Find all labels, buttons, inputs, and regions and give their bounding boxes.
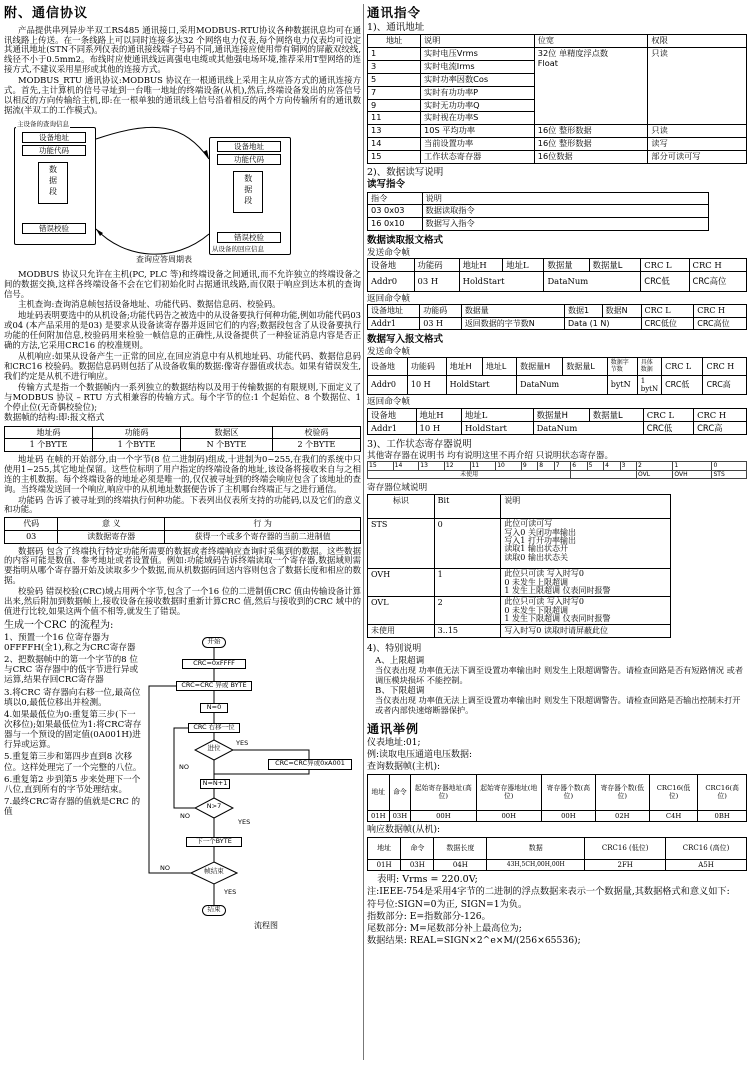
- rr-r-5: CRC高位: [694, 317, 747, 330]
- frame-v-addr: 1 个BYTE: [5, 439, 93, 452]
- write-label: 数据写入报文格式: [367, 334, 444, 346]
- q-h-7: CRC16(高位): [698, 774, 747, 810]
- flow-carry-no: NO: [179, 762, 189, 771]
- rr-h-3: 数据1: [565, 305, 603, 318]
- frame-h-crc: 校验码: [272, 426, 360, 439]
- rs-h-6: CRC L: [641, 258, 689, 271]
- frame-structure-label: 数据帧的结构:即:报文格式: [4, 413, 105, 424]
- rw-title: 2)、数据读写说明: [367, 166, 444, 178]
- bd-r2-1: 2: [434, 597, 501, 625]
- bit-number: 11: [470, 462, 496, 470]
- commands-title: 通讯指令: [367, 5, 422, 20]
- rs-h-5: 数据量L: [589, 258, 641, 271]
- flow-carry-yes: YES: [236, 738, 249, 747]
- frame-h-addr: 地址码: [5, 426, 93, 439]
- flow-next-byte: 下一个BYTE: [186, 837, 242, 847]
- flow-caption: 流程图: [254, 920, 278, 930]
- bit-number: 6: [571, 462, 587, 470]
- read-send-label: 发送命令帧: [367, 247, 410, 258]
- addr-r3-a: 7: [368, 86, 421, 99]
- rs-h-4: 数据量: [544, 258, 589, 271]
- addr-r0-w: 32位 单精度浮点数 Float: [534, 48, 648, 125]
- ws-h-2: 地址H: [446, 358, 482, 375]
- cmd-r0-1: 数据读取指令: [422, 205, 708, 218]
- example-result: 表明: Vrms = 220.0V;: [377, 874, 478, 885]
- flow-xor-a001: CRC=CRC异或0xA001: [268, 759, 352, 770]
- wr-h-4: 数据量L: [589, 408, 643, 421]
- rs-r-2: HoldStart: [459, 271, 544, 291]
- slave-response-paragraph: 从机响应:如果从设备产生一正常的回应,在回应消息中有从机地址码、功能代码、数据信息码和CRC16 校验码。数据信息码则包括了从设备收集的数据:像寄存器值或状态。如果有错误发生,我们约定是从机不进行响应。: [4, 351, 361, 381]
- flow-init: CRC=0xFFFF: [182, 659, 246, 669]
- write-send-table: [367, 357, 747, 395]
- q-r-2: 00H: [411, 810, 476, 821]
- frame-v-func: 1 个BYTE: [93, 439, 181, 452]
- crc-paragraph: 校验码 错误校验(CRC)域占用两个字节,包含了一个16 位的二进制值CRC 值由传输设备计算出来,然后附加到数据帧上,接收设备在接收数据时重新计算CRC 值,然后与接收到的CRC 域中的值进行比较,如果这两个值不相等,就发生了错误。: [4, 586, 361, 616]
- bit-number: 13: [419, 462, 445, 470]
- special-b: B、下限超调: [375, 685, 425, 696]
- wr-r-1: 10 H: [416, 421, 462, 434]
- r-h-5: CRC16 (高位): [666, 837, 747, 859]
- bd-r1-0: OVH: [368, 569, 435, 597]
- addr-title: 1)、通讯地址: [367, 22, 425, 33]
- q-h-0: 地址: [368, 774, 390, 810]
- r-h-4: CRC16 (低位): [585, 837, 666, 859]
- rr-r-2: 返回数据的字节数N: [461, 317, 564, 330]
- master-addr: 设备地址: [22, 132, 86, 143]
- crc-step-3: 3.将CRC 寄存器向右移一位,最高位填以0,最低位移出并检测。: [4, 687, 141, 708]
- ws-h-8: CRC L: [662, 358, 703, 375]
- special-a-text: 当仪表出现 功率值无法下调至设置功率输出时 则发生上限超调警告。请检查回路是否有短路情况 或者调压模块损坏 不能控制。: [375, 665, 744, 686]
- bit-desc-table: [367, 494, 671, 638]
- special-b-text: 当仪表出现 功率值无法上调至设置功率输出时 则发生下限超调警告。请检查回路是否输出控制未打开 或者内部快速熔断器保护。: [375, 695, 741, 716]
- rr-h-0: 设备地址: [368, 305, 420, 318]
- flow-n7: N>7: [206, 801, 222, 810]
- rr-h-6: CRC H: [694, 305, 747, 318]
- rr-r-1: 03 H: [420, 317, 462, 330]
- addr-r7-p: 读写: [648, 138, 747, 151]
- address-range-paragraph: 地址码 在帧的开始部分,由一个字节(8 位二进制码)组成,十进制为0~255,在我们的系统中只使用1~255,其它地址保留。这些位标明了用户指定的终端设备的地址,该设备将接收来自与之相连的主机数据。每个终端设备的地址必须是唯一的,仅仅被寻址到的终端会响应包含了该地址的查询。当终端发送回一个响应,响应中的从机地址数据便告诉了主机哪台终端正与之进行通信。: [4, 453, 361, 494]
- r-r-1: 03H: [401, 859, 434, 870]
- bit-numbers-row: [368, 462, 747, 470]
- addr-r2-d: 实时功率因数Cos: [421, 73, 535, 86]
- bit-number: 1: [673, 462, 712, 470]
- rr-h-5: CRC L: [641, 305, 694, 318]
- addr-r6-a: 13: [368, 125, 421, 138]
- addr-r6-p: 只读: [648, 125, 747, 138]
- wr-r-2: HoldStart: [462, 421, 534, 434]
- wr-h-5: CRC L: [643, 408, 693, 421]
- q-r-7: 0BH: [698, 810, 747, 821]
- example-query-label: 查询数据帧(主机):: [367, 761, 441, 772]
- wr-h-0: 设备地: [368, 408, 417, 421]
- q-h-1: 命令: [389, 774, 411, 810]
- addr-r7-a: 14: [368, 138, 421, 151]
- page-title: 附、通信协议: [4, 6, 89, 21]
- func-h-code: 代码: [5, 518, 58, 531]
- query-arrowhead: [203, 150, 209, 159]
- right-column: [367, 0, 747, 1065]
- write-send-label: 发送命令帧: [367, 346, 410, 357]
- example-addr: 仪表地址:01;: [367, 738, 421, 749]
- flow-n0: N=0: [200, 703, 228, 713]
- r-r-3: 43H,5CH,00H,00H: [487, 859, 585, 870]
- diagram-caption: 查询应答周期表: [136, 254, 192, 264]
- addr-h-width: 位宽: [534, 35, 648, 48]
- flow-done-no: NO: [160, 863, 170, 872]
- note-3: 指数部分: E=指数部分-126。: [367, 911, 491, 922]
- note-4: 尾数部分: M=尾数部分补上最高位为;: [367, 923, 522, 935]
- example-title: 通讯举例: [367, 721, 420, 736]
- status-title: 3)、工作状态寄存器说明: [367, 438, 472, 450]
- modbus-paragraph: MODBUS_RTU 通讯协议:MODBUS 协议在一根通讯线上采用主从应答方式的通讯连接方式。首先,主计算机的信号寻址到一台唯一地址的终端设备(从机),然后,终端设备发出的应答信号以相反的方向传输给主机,即:在一根单独的通讯线上信号沿着相反的两个方向传输所有的通讯数据流(半双工的工作模式)。: [4, 75, 361, 115]
- function-table: [4, 517, 361, 543]
- bd-r0-0: STS: [368, 519, 435, 569]
- example-desc: 例:读取电压通道电压数据:: [367, 750, 473, 761]
- bd-r3-0: 未使用: [368, 625, 435, 638]
- flow-end: 结束: [202, 905, 226, 916]
- addr-r3-d: 实时有功功率P: [421, 86, 535, 99]
- query-response-diagram: [4, 119, 361, 267]
- wr-r-4: CRC低: [643, 421, 693, 434]
- read-ret-label: 返回命令帧: [367, 293, 410, 304]
- bit-number: 7: [554, 462, 570, 470]
- status-note: 其他寄存器在说明书 均有说明这里不再介绍 只说明状态寄存器。: [367, 451, 614, 462]
- bd-r1-1: 1: [434, 569, 501, 597]
- cmd-h-1: 说明: [422, 192, 708, 205]
- note-1: 注:IEEE-754是采用4字节的二进制的浮点数据来表示一个数据量,其数据格式和意义如下:: [367, 886, 730, 898]
- special-title: 4)、特别说明: [367, 644, 422, 655]
- addr-r0-p: 只读: [648, 48, 747, 125]
- note-2: 符号位:SIGN=0为正, SIGN=1为负。: [367, 898, 528, 910]
- bit-desc-label: 寄存器位域说明: [367, 482, 428, 493]
- crc-flow-title: 生成一个CRC 的流程为:: [4, 619, 114, 631]
- func-v-code: 03: [5, 530, 58, 543]
- wr-h-6: CRC H: [694, 408, 747, 421]
- ws-h-1: 功能码: [407, 358, 446, 375]
- flow-n-plus: N=N+1: [200, 779, 230, 789]
- bit-number: 3: [620, 462, 636, 470]
- diagram-arrows: [4, 119, 361, 267]
- flow-n7-yes: YES: [238, 817, 251, 826]
- addr-h-addr: 地址: [368, 35, 421, 48]
- bit-number: 14: [393, 462, 419, 470]
- addr-r8-w: 16位数据: [534, 150, 648, 163]
- ws-h-7: 具体数据: [637, 358, 661, 375]
- master-err: 错误校验: [22, 223, 86, 234]
- rs-r-5: CRC高位: [689, 271, 746, 291]
- q-h-5: 寄存器个数(低位): [595, 774, 649, 810]
- wr-r-0: Addr1: [368, 421, 417, 434]
- q-r-1: 03H: [389, 810, 411, 821]
- q-h-3: 起始寄存器地址(地位): [476, 774, 541, 810]
- wr-h-3: 数据量H: [533, 408, 589, 421]
- q-h-6: CRC16(低位): [649, 774, 698, 810]
- addr-h-desc: 说明: [421, 35, 535, 48]
- bit-name-ovh: OVH: [673, 470, 712, 478]
- r-h-3: 数据: [487, 837, 585, 859]
- ws-r-5: 1 bytN: [637, 375, 661, 395]
- write-ret-label: 返回命令帧: [367, 397, 410, 408]
- read-ret-table: [367, 304, 747, 330]
- ws-r-6: CRC低: [662, 375, 703, 395]
- wr-r-3: DataNum: [533, 421, 643, 434]
- bd-r2-0: OVL: [368, 597, 435, 625]
- master-func: 功能代码: [22, 145, 86, 156]
- r-r-4: 2FH: [585, 859, 666, 870]
- ws-h-6: 数据字节数: [607, 358, 637, 375]
- rs-r-0: Addr0: [368, 271, 415, 291]
- slave-addr: 设备地址: [217, 141, 281, 152]
- bd-r1-2: 此位只可读 写入时写0 0 未发生上限超调 1 发生上限超调 仪表同时报警: [501, 569, 671, 597]
- addr-r5-a: 11: [368, 112, 421, 125]
- crc-step-4: 4.如果最低位为0:重复第三步(下一次移位);如果最低位为1:将CRC寄存器与一个预设的固定值(0A001H)进行异或运算。: [4, 709, 142, 751]
- func-v-meaning: 读数据寄存器: [58, 530, 165, 543]
- rr-h-2: 数据量: [461, 305, 564, 318]
- func-h-action: 行 为: [165, 518, 361, 531]
- function-code-paragraph: 功能码 告诉了被寻址到的终端执行何种功能。下表列出仪表所支持的功能码,以及它们的意义和功能。: [4, 494, 361, 515]
- r-h-0: 地址: [368, 837, 401, 859]
- addr-r7-d: 当前设置功率: [421, 138, 535, 151]
- bit-number: 8: [538, 462, 554, 470]
- column-divider: [363, 4, 364, 1060]
- frame-h-func: 功能码: [93, 426, 181, 439]
- q-h-4: 寄存器个数(高位): [541, 774, 595, 810]
- special-a: A、上限超调: [375, 655, 425, 666]
- cmd-label: 读写指令: [367, 179, 406, 191]
- addr-r8-a: 15: [368, 150, 421, 163]
- bd-r3-1: 3..15: [434, 625, 501, 638]
- r-r-0: 01H: [368, 859, 401, 870]
- frame-v-crc: 2 个BYTE: [272, 439, 360, 452]
- rs-h-0: 设备地: [368, 258, 415, 271]
- address-table: [367, 34, 747, 163]
- note-5: 数据结果: REAL=SIGN×2^e×M/(256×65536);: [367, 935, 581, 947]
- ws-r-3: DataNum: [517, 375, 608, 395]
- addr-r6-d: 10S 平均功率: [421, 125, 535, 138]
- rs-r-3: DataNum: [544, 271, 641, 291]
- crc-step-1: 1、预置一个16 位寄存器为0FFFFH(全1),称之为CRC寄存器: [4, 632, 136, 654]
- bit-number: 10: [496, 462, 522, 470]
- crc-section: [4, 633, 361, 963]
- addr-r6-w: 16位 整形数据: [534, 125, 648, 138]
- bit-number: 2: [637, 462, 673, 470]
- bit-number: 0: [712, 462, 747, 470]
- rs-h-7: CRC H: [689, 258, 746, 271]
- rr-h-1: 功能码: [420, 305, 462, 318]
- func-v-action: 获得一个或多个寄存器的当前二进制值: [165, 530, 361, 543]
- rs-r-1: 03 H: [414, 271, 459, 291]
- addr-r1-a: 3: [368, 61, 421, 74]
- q-r-4: 00H: [541, 810, 595, 821]
- q-r-6: C4H: [649, 810, 698, 821]
- slave-err: 错误校验: [217, 232, 281, 243]
- rs-h-2: 地址H: [459, 258, 503, 271]
- wr-h-1: 地址H: [416, 408, 462, 421]
- intro-paragraph: 产品提供串列异步半双工RS485 通讯接口,采用MODBUS-RTU协议各种数据讯息均可在通讯线路上传送。在一条线路上可以同时连接多达32 个网络电力仪表,每个网络电力仪表均可设定其通讯地址(STN不同系列仪表的通讯接线端子号码不同,通讯连接应使用带有铜网的屏蔽双绞线,线径不小于0.5mm2。布线时应使通讯线远离强电电缆或其他强电场环境,推荐采用T型网络的连接方式,不建议采用星形或其他的连接方式。: [4, 24, 361, 75]
- master-query-paragraph: 主机查询:查询消息帧包括设备地址、功能代码、数据信息码、校验码。: [18, 299, 281, 310]
- addr-r1-d: 实时电流Irms: [421, 61, 535, 74]
- q-h-2: 起始寄存器地址(高位): [411, 774, 476, 810]
- wr-r-5: CRC高: [694, 421, 747, 434]
- addr-r7-w: 16位 整形数据: [534, 138, 648, 151]
- func-h-meaning: 意 义: [58, 518, 165, 531]
- addr-r0-d: 实时电压Vrms: [421, 48, 535, 61]
- bd-r2-2: 此位只可读 写入时写0 0 未发生下限超调 1 发生下限超调 仪表同时报警: [501, 597, 671, 625]
- cmd-h-0: 指令: [368, 192, 423, 205]
- ws-r-7: CRC高: [703, 375, 747, 395]
- flow-done: 帧结束: [204, 866, 224, 875]
- addr-r5-d: 实时视在功率S: [421, 112, 535, 125]
- ws-r-4: bytN: [607, 375, 637, 395]
- cmd-r1-1: 数据写入指令: [422, 218, 708, 231]
- bit-name-unused: 未使用: [368, 470, 571, 478]
- bd-r3-2: 写入时写0 读取时请屏蔽此位: [501, 625, 671, 638]
- addr-r2-a: 5: [368, 73, 421, 86]
- addr-r4-d: 实时无功功率Q: [421, 99, 535, 112]
- r-h-1: 命令: [401, 837, 434, 859]
- ws-r-2: HoldStart: [446, 375, 517, 395]
- frame-v-data: N 个BYTE: [181, 439, 273, 452]
- address-code-paragraph: 地址码表明要选中的从机设备;功能代码告之被选中的从设备要执行何种功能,例如功能代码03或04 (本产品采用的是03) 是要求从设备读寄存器并返回它们的内容;数据段包含了从设备要执行功能的任何附加信息,校验码用来检验一帧信息的正确性,从设备提供了一种验证消息内容是否正确的方法,它采用CRC16 的校准规则。: [4, 310, 361, 351]
- rr-r-4: CRC低位: [641, 317, 694, 330]
- write-ret-table: [367, 408, 747, 435]
- rs-h-1: 功能码: [414, 258, 459, 271]
- ws-h-4: 数据量H: [517, 358, 563, 375]
- rr-r-0: Addr1: [368, 317, 420, 330]
- r-r-2: 04H: [434, 859, 487, 870]
- bd-h-0: 标识: [368, 495, 435, 519]
- rr-h-4: 数据N: [602, 305, 641, 318]
- bit-table: [367, 461, 747, 478]
- ws-r-0: Addr0: [368, 375, 408, 395]
- slave-func: 功能代码: [217, 154, 281, 165]
- addr-r4-a: 9: [368, 99, 421, 112]
- bd-r0-2: 此位可读可写 写入0 关闭功率输出 写入1 打开功率输出 读取1 输出状态开 读取0 输出状态关: [501, 519, 671, 569]
- flow-lines: [4, 633, 361, 933]
- flow-n7-no: NO: [180, 811, 190, 820]
- bit-name-blank: [571, 470, 637, 478]
- bit-name-ovl: OVL: [637, 470, 673, 478]
- master-label: 主设备的查询信息: [17, 119, 69, 128]
- data-code-paragraph: 数据码 包含了终端执行特定功能所需要的数据或者终端响应查询时采集到的数据。这些数据的内容可能是数值、参考地址或者设置值。例如:功能域码告诉终端读取一个寄存器,数据域则需要指明从哪个寄存器开始及读取多少个数据,而从机数据码回送内容则包含了数据长度和相应的数据。: [4, 545, 361, 586]
- cmd-table: [367, 192, 709, 232]
- transfer-mode-paragraph: 传输方式是指一个数据帧内一系列独立的数据结构以及用于传输数据的有限规则,下面定义了与MODBUS 协议 – RTU 方式相兼容的传输方式。每个字节的位:1 个起始位、8 个数据位、1个停止位(无奇偶校验位);: [4, 381, 361, 412]
- bit-name-sts: STS: [712, 470, 747, 478]
- left-column: [4, 0, 361, 1065]
- bd-r0-1: 0: [434, 519, 501, 569]
- bit-number: 12: [444, 462, 470, 470]
- flow-xor-byte: CRC=CRC 异或 BYTE: [176, 681, 252, 691]
- ws-r-1: 10 H: [407, 375, 446, 395]
- addr-h-perm: 权限: [648, 35, 747, 48]
- response-table: [367, 837, 747, 871]
- ws-h-9: CRC H: [703, 358, 747, 375]
- rs-r-4: CRC低: [641, 271, 689, 291]
- rs-h-3: 地址L: [503, 258, 544, 271]
- flow-carry: 进位: [207, 743, 221, 752]
- cmd-r0-0: 03 0x03: [368, 205, 423, 218]
- bd-h-1: Bit: [434, 495, 501, 519]
- ws-h-5: 数据量L: [563, 358, 607, 375]
- r-r-5: A5H: [666, 859, 747, 870]
- addr-r8-p: 部分可读可写: [648, 150, 747, 163]
- q-r-0: 01H: [368, 810, 390, 821]
- example-resp-label: 响应数据帧(从机):: [367, 824, 441, 835]
- bit-number: 4: [604, 462, 620, 470]
- flow-done-yes: YES: [224, 887, 237, 896]
- flow-start: 开始: [202, 637, 226, 648]
- crc-step-2: 2、把数据帧中的第一个字节的8 位与CRC 寄存器中的低字节进行异或运算,结果存回CRC寄存器: [4, 655, 139, 686]
- q-r-5: 02H: [595, 810, 649, 821]
- frame-h-data: 数据区: [181, 426, 273, 439]
- query-table: [367, 774, 747, 822]
- bit-number: 5: [587, 462, 603, 470]
- bit-number: 15: [368, 462, 394, 470]
- r-h-2: 数据长度: [434, 837, 487, 859]
- addr-r0-a: 1: [368, 48, 421, 61]
- q-r-3: 00H: [476, 810, 541, 821]
- slave-label: 从设备的回应信息: [212, 244, 264, 253]
- crc-step-5: 5.重复第三步和第四步直到8 次移位。这样处理完了一个完整的八位。: [4, 752, 142, 773]
- crc-step-7: 7.最终CRC寄存器的值就是CRC 的值: [4, 797, 141, 818]
- read-send-table: [367, 258, 747, 292]
- query-arrow: [96, 127, 209, 159]
- ws-h-3: 地址L: [482, 358, 516, 375]
- read-label: 数据读取报文格式: [367, 235, 444, 247]
- slave-data-label: 数据段: [243, 173, 253, 207]
- frame-table: [4, 426, 361, 452]
- ws-h-0: 设备地: [368, 358, 408, 375]
- master-data-label: 数据段: [48, 164, 58, 198]
- response-arrow: [96, 229, 209, 254]
- cmd-r1-0: 16 0x10: [368, 218, 423, 231]
- bit-number: 9: [521, 462, 537, 470]
- flow-shift: CRC 右移一位: [188, 723, 240, 733]
- wr-h-2: 地址L: [462, 408, 534, 421]
- crc-step-6: 6.重复第2 步到第5 步来处理下一个八位,直到所有的字节处理结束。: [4, 774, 141, 795]
- addr-r8-d: 工作状态寄存器: [421, 150, 535, 163]
- modbus-only-paragraph: MODBUS 协议只允许在主机(PC, PLC 等)和终端设备之间通讯,而不允许独立的终端设备之间的数据交换,这样各终端设备不会在它们初始化时占据通讯线路,而仅限于响应到达本机的查询信号。: [4, 268, 361, 299]
- bd-h-2: 说明: [501, 495, 671, 519]
- rr-r-3: Data (1 N): [565, 317, 642, 330]
